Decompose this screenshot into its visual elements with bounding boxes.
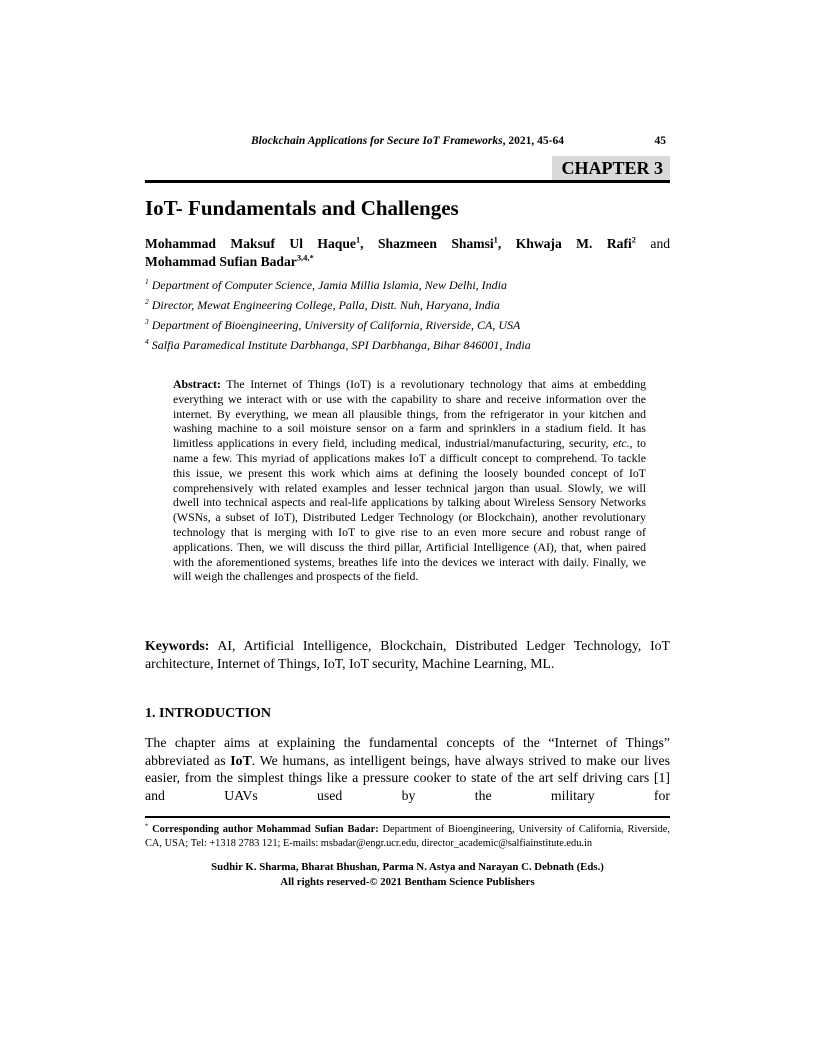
authors-block bbox=[145, 235, 670, 270]
author-conjunction: and bbox=[635, 236, 671, 251]
introduction-paragraph bbox=[145, 734, 670, 804]
affiliation-superscript: 4 bbox=[145, 337, 149, 346]
publisher-block bbox=[145, 860, 670, 889]
affiliations-block bbox=[145, 275, 670, 355]
authors-line-2 bbox=[145, 253, 670, 271]
page-number: 45 bbox=[654, 135, 666, 147]
affiliation-text: Director, Mewat Engineering College, Palla, Distt. Nuh, Haryana, India bbox=[151, 298, 500, 312]
affiliation-1 bbox=[145, 275, 670, 295]
editors-line: Sudhir K. Sharma, Bharat Bhushan, Parma N. Astya and Narayan C. Debnath (Eds.) bbox=[211, 861, 604, 873]
affiliation-text: Department of Bioengineering, University of California, Riverside, CA, USA bbox=[151, 318, 521, 332]
author-name: Shazmeen Shamsi bbox=[378, 236, 494, 251]
affiliation-superscript: 3 bbox=[145, 317, 149, 326]
corresponding-author-footnote bbox=[145, 816, 670, 851]
introduction-text-1: The chapter aims at explaining the fundamental concepts of the “Internet of Things” abbreviated as bbox=[145, 735, 670, 768]
chapter-label: CHAPTER 3 bbox=[552, 156, 670, 180]
author-name: Khwaja M. Rafi bbox=[515, 236, 632, 251]
abstract-text-1: The Internet of Things (IoT) is a revolutionary technology that aims at embedding everything we interact with or use with the capability to share and receive information over the internet. By everything, we mean all plausible things, from the refrigerator in your kitchen and washing machine to a soil moisture sensor on a farm and sprinklers in a stadium field. It has limitless applications in every field, including medical, industrial/manufacturing, security, bbox=[173, 377, 646, 451]
corresponding-author-label: Corresponding author Mohammad Sufian Badar: bbox=[152, 824, 379, 835]
running-header-journal: Blockchain Applications for Secure IoT Frameworks bbox=[251, 135, 503, 147]
abstract-text-2: , to name a few. This myriad of applications makes IoT a difficult concept to comprehend. To tackle this issue, we present this work which aims at defining the loosely bounded concept of IoT comprehensively with related examples and lesser technical jargon than usual. Slowly, we will dwell into technical aspects and real-life applications by talking about Wireless Sensory Networks (WSNs, a subset of IoT), Distributed Ledger Technology (or Blockchain), another revolutionary technology that is merging with IoT to give rise to an even more secure and robust range of applications. Then, we will discuss the third pillar, Artificial Intelligence (AI), that, when paired with the aforementioned systems, breathes life into the devices we interact with daily. Finally, we will weigh the challenges and prospects of the field. bbox=[173, 436, 647, 584]
keywords-text: AI, Artificial Intelligence, Blockchain, Distributed Ledger Technology, IoT architecture, Internet of Things, IoT, IoT security, Machine Learning, ML. bbox=[145, 638, 670, 671]
affiliation-4 bbox=[145, 335, 670, 355]
keywords-label: Keywords: bbox=[145, 638, 210, 653]
affiliation-superscript: 2 bbox=[145, 297, 149, 306]
introduction-text-2: . We humans, as intelligent beings, have always strived to make our lives easier, from the simplest things like a pressure cooker to state of the art self driving cars [1] and UAVs used by the military for bbox=[145, 752, 670, 803]
author-name: Mohammad Maksuf Ul Haque bbox=[145, 236, 356, 251]
affiliation-text: Department of Computer Science, Jamia Millia Islamia, New Delhi, India bbox=[151, 278, 507, 292]
abstract-etc-italic: etc. bbox=[612, 436, 630, 451]
affiliation-superscript: 1 bbox=[145, 277, 149, 286]
running-header-issue: , 2021, 45-64 bbox=[502, 135, 564, 147]
abstract-label: Abstract: bbox=[173, 377, 221, 391]
author-affiliation-superscript: 3,4,* bbox=[296, 252, 314, 263]
affiliation-3 bbox=[145, 315, 670, 335]
author-name: Mohammad Sufian Badar bbox=[145, 253, 297, 269]
introduction-bold-term: IoT bbox=[230, 752, 252, 768]
page-title: IoT- Fundamentals and Challenges bbox=[145, 196, 459, 220]
footnote-asterisk: * bbox=[145, 822, 149, 830]
author-affiliation-superscript: 1 bbox=[493, 234, 498, 245]
keywords bbox=[145, 637, 670, 673]
author-affiliation-superscript: 1 bbox=[355, 234, 361, 245]
section-heading-introduction: 1. INTRODUCTION bbox=[145, 706, 272, 721]
author-affiliation-superscript: 2 bbox=[631, 234, 636, 245]
running-header bbox=[145, 135, 670, 147]
corresponding-author-details: Department of Bioengineering, University of California, Riverside, CA, USA; Tel: +1318 2783 121; E-mails: msbadar@engr.ucr.edu, director_academic@salfiainstitute.edu.in bbox=[145, 824, 670, 849]
copyright-line: All rights reserved-© 2021 Bentham Science Publishers bbox=[280, 875, 535, 888]
chapter-banner bbox=[145, 156, 670, 183]
affiliation-text: Salfia Paramedical Institute Darbhanga, SPI Darbhanga, Bihar 846001, India bbox=[151, 338, 531, 352]
abstract bbox=[173, 377, 646, 584]
affiliation-2 bbox=[145, 295, 670, 315]
author-separator: , bbox=[497, 236, 516, 251]
author-separator: , bbox=[360, 236, 378, 251]
authors-line-1 bbox=[145, 235, 670, 253]
